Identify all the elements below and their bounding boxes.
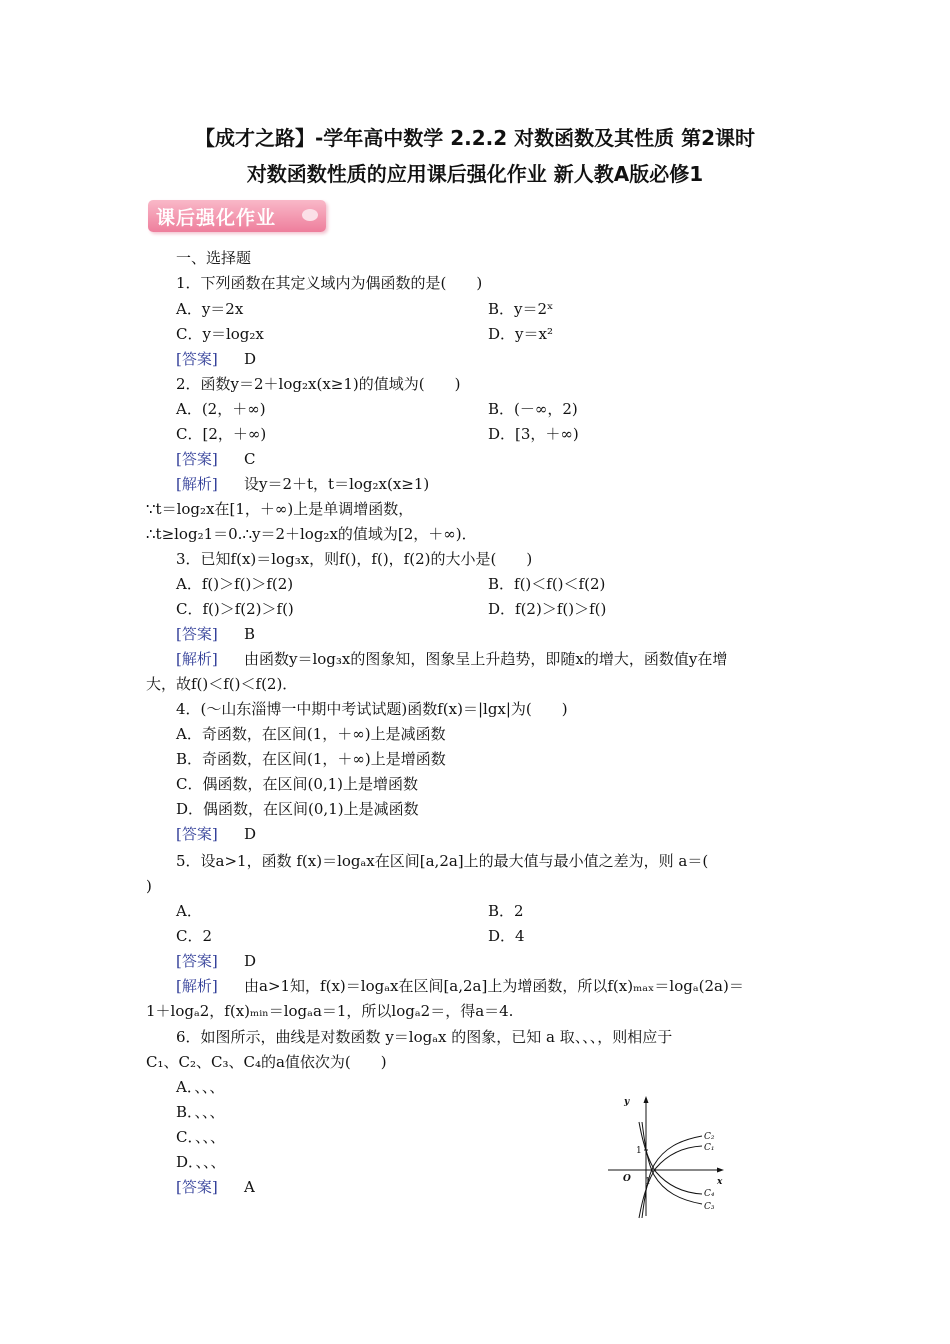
q6-option-d: D．、、、 [176,1153,226,1171]
q3-analysis-1: 由函数y＝log₃x的图象知，图象呈上升趋势，即随x的增大，函数值y在增 [244,650,728,668]
origin-label: O [623,1174,631,1184]
q2-analysis-tag: [解析] [176,475,218,493]
q3-answer-tag: [答案] [176,625,218,643]
section-heading: 一、选择题 [176,249,252,267]
title-line-1: 【成才之路】-学年高中数学 2.2.2 对数函数及其性质 第2课时 [194,126,756,150]
q4-option-c: C．偶函数，在区间(0,1)上是增函数 [176,775,419,793]
y-axis-label: y [624,1097,630,1107]
q3-stem: 3．已知f(x)＝log₃x，则f()，f()，f(2)的大小是( ) [176,550,533,568]
title-line-2: 对数函数性质的应用课后强化作业 新人教A版必修1 [246,162,704,186]
c2-label: C₂ [704,1132,715,1142]
q5-option-a: A． [176,902,202,920]
q6-option-c: C．、、、 [176,1128,225,1146]
q6-answer: A [244,1178,255,1196]
x-one-label: 1 [645,1177,651,1187]
q2-stem: 2．函数y＝2＋log₂x(x≥1)的值域为( ) [176,375,461,393]
q3-option-a: A．f()＞f()＞f(2) [176,575,294,593]
c3-label: C₃ [704,1202,715,1212]
banner-label: 课后强化作业 [156,207,277,229]
q5-analysis-1: 由a>1知，f(x)＝logₐx在区间[a,2a]上为增函数，所以f(x)ₘₐₓ＝logₐ(2a)＝ [244,977,744,995]
q6-option-a: A．、、、 [176,1078,225,1096]
q4-option-d: D．偶函数，在区间(0,1)上是减函数 [176,800,419,818]
q5-option-d: D．4 [488,927,525,945]
x-axis-arrow-icon [717,1168,724,1173]
q2-option-b: B．(－∞，2) [488,400,578,418]
q5-analysis-tag: [解析] [176,977,218,995]
banner-ornament-icon [302,209,318,221]
q3-option-c: C．f()＞f(2)＞f() [176,600,294,618]
q2-analysis-3: ∴t≥log₂1＝0.∴y＝2＋log₂x的值域为[2，＋∞)． [146,525,477,543]
section-banner [148,200,326,232]
q5-stem-2: ) [146,877,152,895]
q5-stem-1: 5．设a>1，函数 f(x)＝logₐx在区间[a,2a]上的最大值与最小值之差为，则 a＝( [176,852,709,870]
q6-stem-2: C₁、C₂、C₃、C₄的a值依次为( ) [146,1053,387,1071]
y-axis-arrow-icon [644,1096,649,1103]
q5-option-c: C．2 [176,927,213,945]
q4-answer: D [244,825,257,843]
q1-answer: D [244,350,257,368]
q4-option-a: A．奇函数，在区间(1，＋∞)上是减函数 [176,725,446,743]
q5-option-b: B．2 [488,902,524,920]
q1-option-c: C．y＝log₂x [176,325,264,343]
q5-answer: D [244,952,257,970]
q3-analysis-tag: [解析] [176,650,218,668]
q4-option-b: B．奇函数，在区间(1，＋∞)上是增函数 [176,750,446,768]
q4-answer-tag: [答案] [176,825,218,843]
y-one-label: 1 [636,1146,642,1156]
q6-answer-tag: [答案] [176,1178,218,1196]
q1-option-b: B．y＝2ˣ [488,300,554,318]
q2-option-a: A．(2，＋∞) [176,400,266,418]
q2-answer: C [244,450,256,468]
q2-option-d: D．[3，＋∞) [488,425,579,443]
x-axis-label: x [717,1177,723,1187]
q6-option-b: B．、、、 [176,1103,225,1121]
q2-analysis-2: ∵t＝log₂x在[1，＋∞)上是单调增函数， [146,500,414,518]
q1-option-a: A．y＝2x [176,300,244,318]
q3-analysis-2: 大，故f()＜f()＜f(2)． [146,675,298,693]
q2-option-c: C．[2，＋∞) [176,425,267,443]
q6-stem-1: 6．如图所示，曲线是对数函数 y＝logₐx 的图象，已知 a 取、、、，则相应于 [176,1028,673,1046]
q1-option-d: D．y＝x² [488,325,553,343]
q5-analysis-2: 1＋logₐ2，f(x)ₘᵢₙ＝logₐa＝1，所以logₐ2＝，得a＝4. [146,1002,514,1020]
q3-option-b: B．f()＜f()＜f(2) [488,575,606,593]
c1-label: C₁ [704,1143,715,1153]
log-curves-figure [596,1092,736,1220]
q2-answer-tag: [答案] [176,450,218,468]
q1-answer-tag: [答案] [176,350,218,368]
q3-answer: B [244,625,256,643]
q1-stem: 1．下列函数在其定义域内为偶函数的是( ) [176,274,483,292]
q3-option-d: D．f(2)＞f()＞f() [488,600,607,618]
q5-answer-tag: [答案] [176,952,218,970]
q2-analysis-1: 设y＝2＋t，t＝log₂x(x≥1) [244,475,430,493]
q4-stem: 4．(～山东淄博一中期中考试试题)函数f(x)＝|lgx|为( ) [176,700,568,718]
c4-label: C₄ [704,1189,715,1199]
